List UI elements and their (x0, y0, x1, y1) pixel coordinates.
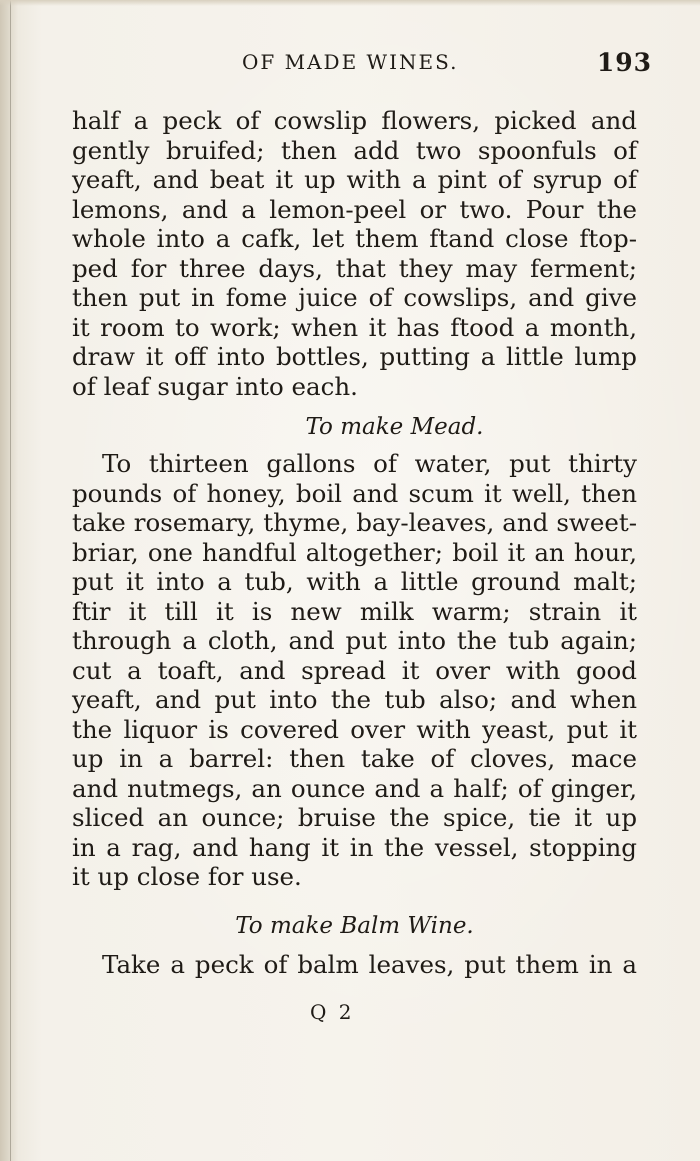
binding-line (10, 0, 11, 1161)
text-line: in a rag, and hang it in the vessel, stopping (72, 832, 637, 862)
text-line: take rosemary, thyme, bay-leaves, and sweet- (72, 508, 637, 537)
text-line: briar, one handful altogether; boil it an hour, (72, 537, 637, 567)
text-line: yeaft, and beat it up with a pint of syrup of (72, 165, 637, 194)
text-line: ftir it till it is new milk warm; strain it (72, 596, 637, 626)
page-top-edge (0, 0, 700, 6)
text-line: gently bruifed; then add two spoonfuls of (72, 135, 637, 165)
text-line: and nutmegs, an ounce and a half; of ginger, (72, 773, 637, 803)
text-line: lemons, and a lemon-peel or two. Pour the (72, 194, 637, 224)
text-line: the liquor is covered over with yeast, put it (72, 714, 637, 744)
text-line: ped for three days, that they may ferment; (72, 253, 637, 283)
running-head: OF MADE WINES. (242, 50, 459, 74)
text-line: up in a barrel: then take of cloves, mace (72, 744, 637, 773)
text-line: half a peck of cowslip flowers, picked and (72, 106, 637, 135)
page-header (0, 50, 700, 90)
text-line: it room to work; when it has ftood a month, (72, 312, 637, 342)
text-line: it up close for use. (72, 862, 302, 891)
body-text (72, 106, 637, 979)
text-line: pounds of honey, boil and scum it well, then (72, 478, 637, 508)
balm-wine-heading: To make Balm Wine. (235, 912, 474, 939)
text-line: yeaft, and put into the tub also; and when (72, 685, 637, 714)
text-line: through a cloth, and put into the tub again; (72, 626, 637, 655)
mead-heading: To make Mead. (305, 414, 484, 440)
text-line: sliced an ounce; bruise the spice, tie it up (72, 803, 637, 832)
text-line: whole into a cafk, let them ftand close ftop- (72, 224, 637, 253)
text-line: draw it off into bottles, putting a little lump (72, 342, 637, 371)
page-gutter (0, 0, 18, 1161)
text-line: To thirteen gallons of water, put thirty (102, 449, 637, 478)
text-line: then put in fome juice of cowslips, and give (72, 283, 637, 312)
text-line: of leaf sugar into each. (72, 371, 358, 401)
text-line: cut a toaft, and spread it over with good (72, 655, 637, 685)
signature-mark: Q 2 (310, 1000, 355, 1024)
text-line: Take a peck of balm leaves, put them in a (102, 949, 637, 979)
page-number: 193 (596, 48, 652, 77)
text-line: put it into a tub, with a little ground malt; (72, 567, 637, 596)
